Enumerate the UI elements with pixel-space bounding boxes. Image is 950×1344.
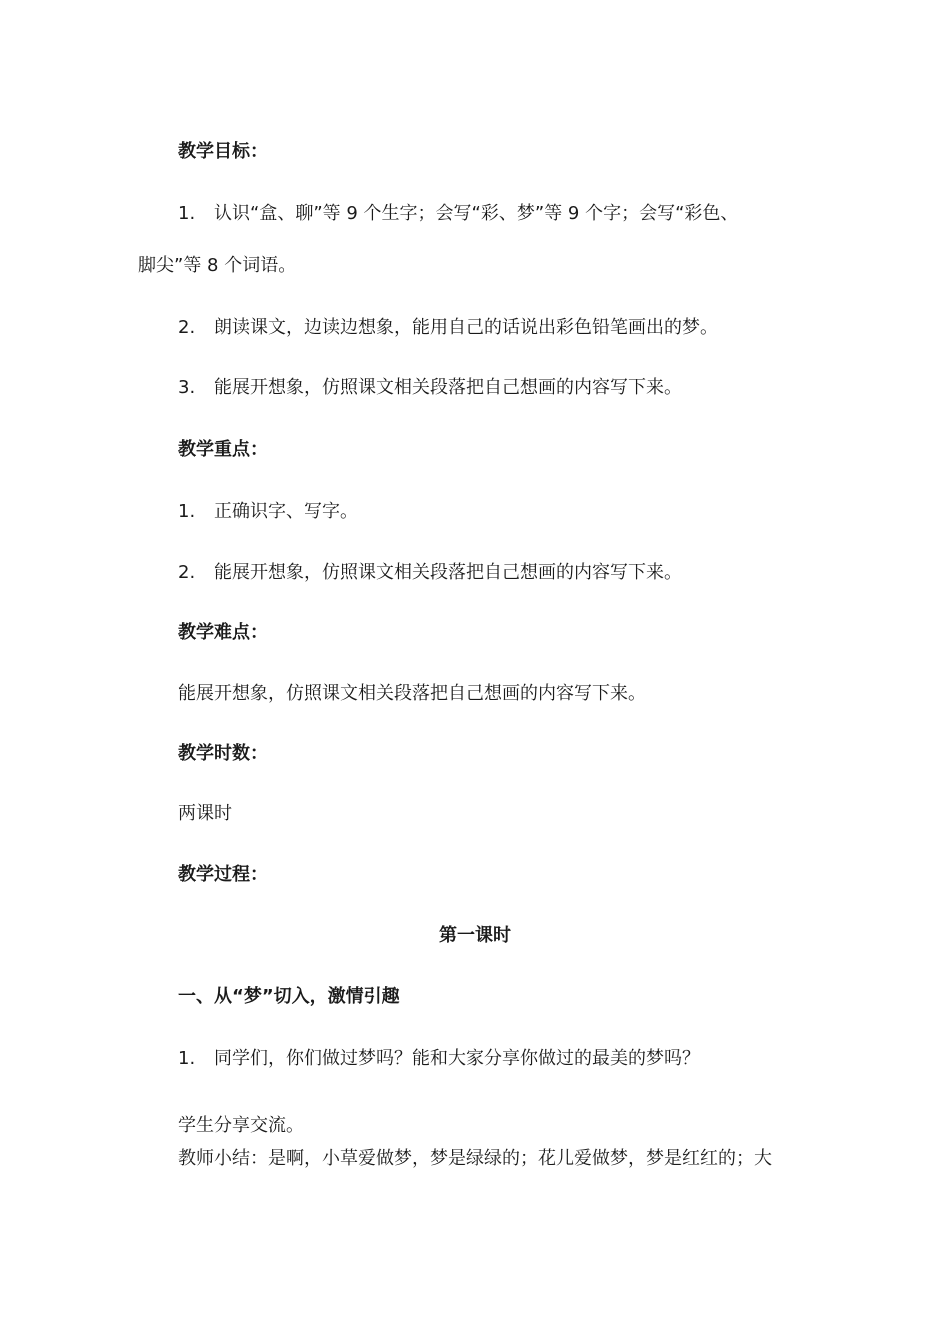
difficulties-heading: 教学难点： [178, 622, 268, 643]
list-text: 认识“盒、聊”等 9 个生字；会写“彩、梦”等 9 个字；会写“彩色、 [214, 203, 739, 224]
list-text: 同学们，你们做过梦吗？能和大家分享你做过的最美的梦吗？ [214, 1048, 700, 1069]
list-number: 1. [178, 203, 196, 224]
student-share-text: 学生分享交流。 [178, 1115, 304, 1136]
list-text: 朗读课文，边读边想象，能用自己的话说出彩色铅笔画出的梦。 [214, 317, 718, 338]
list-number: 2. [178, 317, 196, 338]
list-number: 2. [178, 562, 196, 583]
process-heading: 教学过程： [178, 864, 268, 885]
objective-item-2 [178, 316, 718, 340]
list-number: 3. [178, 377, 196, 398]
difficulties-text: 能展开想象，仿照课文相关段落把自己想画的内容写下来。 [178, 683, 646, 704]
teacher-summary-text: 教师小结：是啊，小草爱做梦，梦是绿绿的；花儿爱做梦，梦是红红的；大 [178, 1148, 772, 1169]
objectives-heading: 教学目标： [178, 141, 268, 162]
list-text: 能展开想象，仿照课文相关段落把自己想画的内容写下来。 [214, 562, 682, 583]
list-number: 1. [178, 501, 196, 522]
section1-heading: 一、从“梦”切入，激情引趣 [178, 986, 400, 1007]
list-text: 正确识字、写字。 [214, 501, 358, 522]
hours-heading: 教学时数： [178, 743, 268, 764]
objective-item-1-continued: 脚尖”等 8 个词语。 [138, 255, 297, 276]
key-point-item-2 [178, 561, 682, 585]
list-number: 1. [178, 1048, 196, 1069]
list-text: 能展开想象，仿照课文相关段落把自己想画的内容写下来。 [214, 377, 682, 398]
hours-text: 两课时 [178, 803, 232, 824]
key-point-item-1 [178, 500, 358, 524]
lesson-title: 第一课时 [439, 925, 511, 946]
key-points-heading: 教学重点： [178, 439, 268, 460]
objective-item-1 [178, 202, 738, 226]
section1-item-1 [178, 1047, 700, 1071]
objective-item-3 [178, 376, 682, 400]
